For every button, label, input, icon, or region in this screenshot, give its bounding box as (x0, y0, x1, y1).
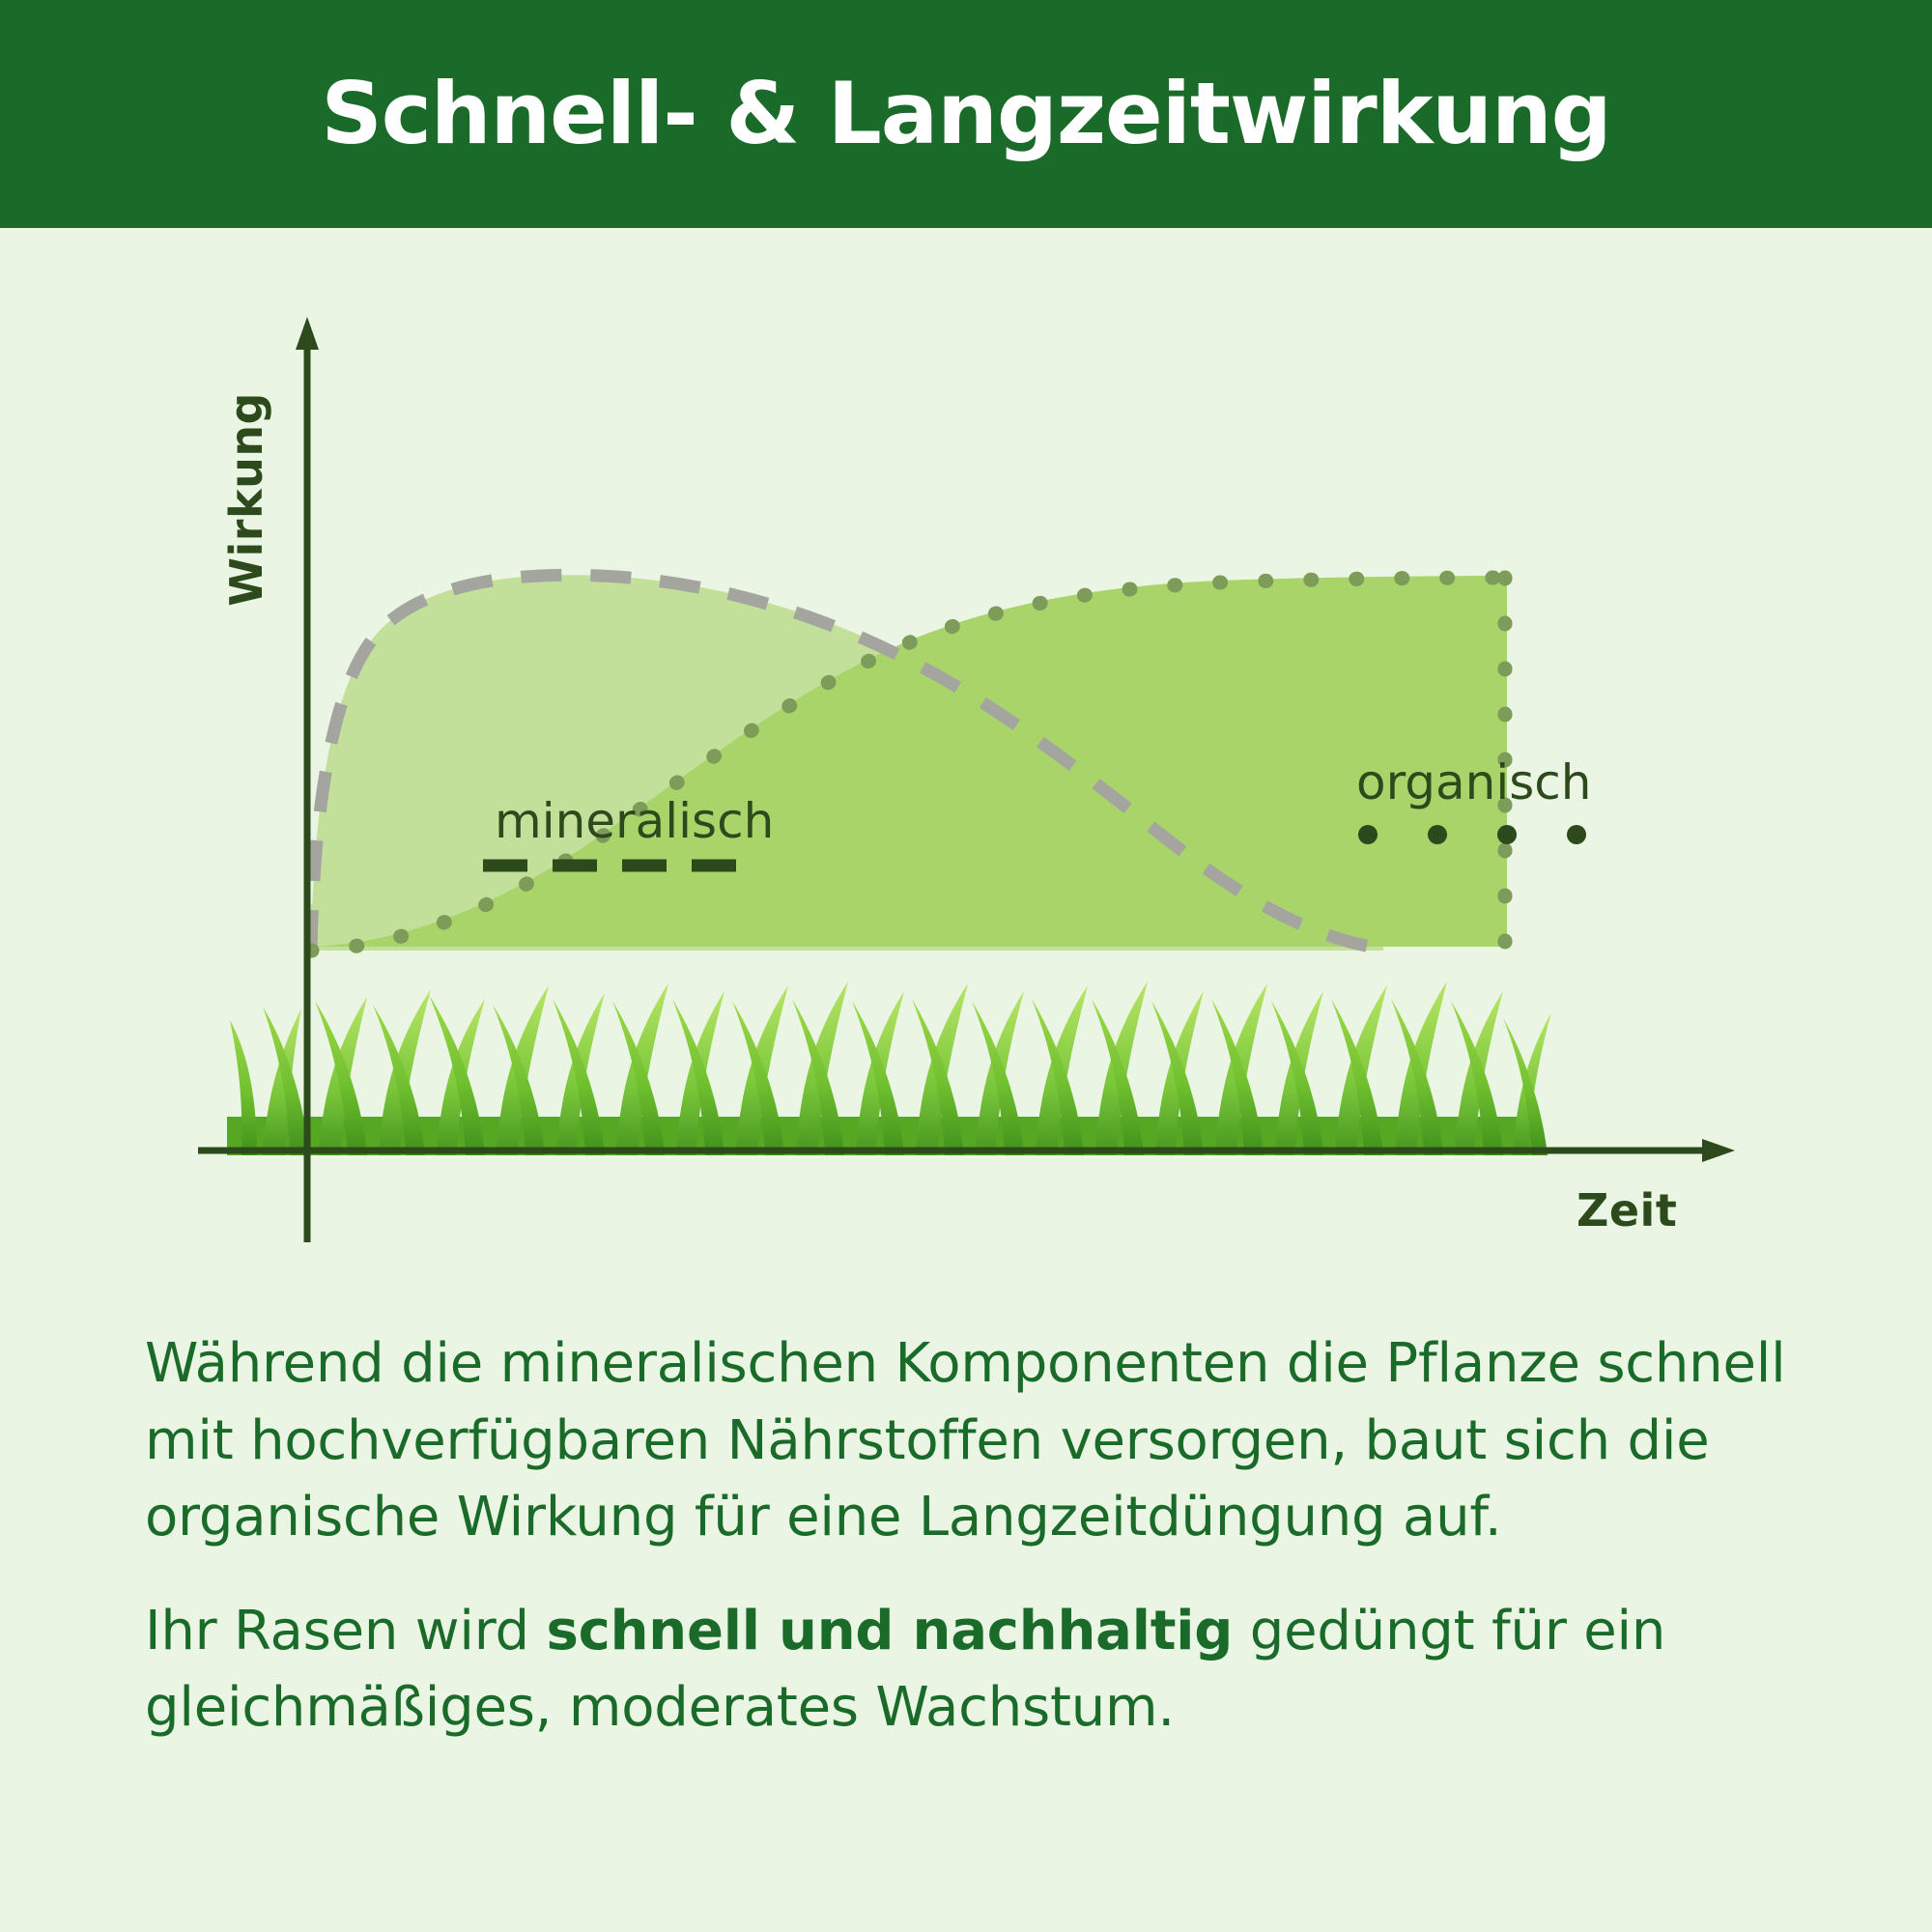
paragraph-2-emphasis: schnell und nachhaltig (546, 1599, 1234, 1662)
page-title: Schnell- & Langzeitwirkung (321, 64, 1611, 163)
paragraph-2-text-start: Ihr Rasen wird (145, 1599, 547, 1662)
description-block (145, 1325, 1816, 1783)
paragraph-1 (145, 1325, 1816, 1556)
paragraph-2-text-end: gedüngt für ein gleichmäßiges, moderates Wachstum. (145, 1599, 1666, 1740)
effect-curve-chart (0, 228, 1932, 1320)
x-axis-label: Zeit (1577, 1184, 1678, 1236)
series-label-organisch: organisch (1356, 754, 1592, 810)
y-axis-label: Wirkung (220, 392, 272, 607)
series-label-mineralisch: mineralisch (495, 793, 775, 849)
header-banner (0, 0, 1932, 228)
paragraph-1-text: Während die mineralischen Komponenten die Pflanze schnell mit hochverfügbaren Nährstoffen versorgen, baut sich die organische Wirkung für eine Langzeitdüngung auf. (145, 1332, 1786, 1549)
chart-container (0, 228, 1932, 1320)
paragraph-2 (145, 1593, 1816, 1747)
grass-illustration (227, 981, 1551, 1155)
